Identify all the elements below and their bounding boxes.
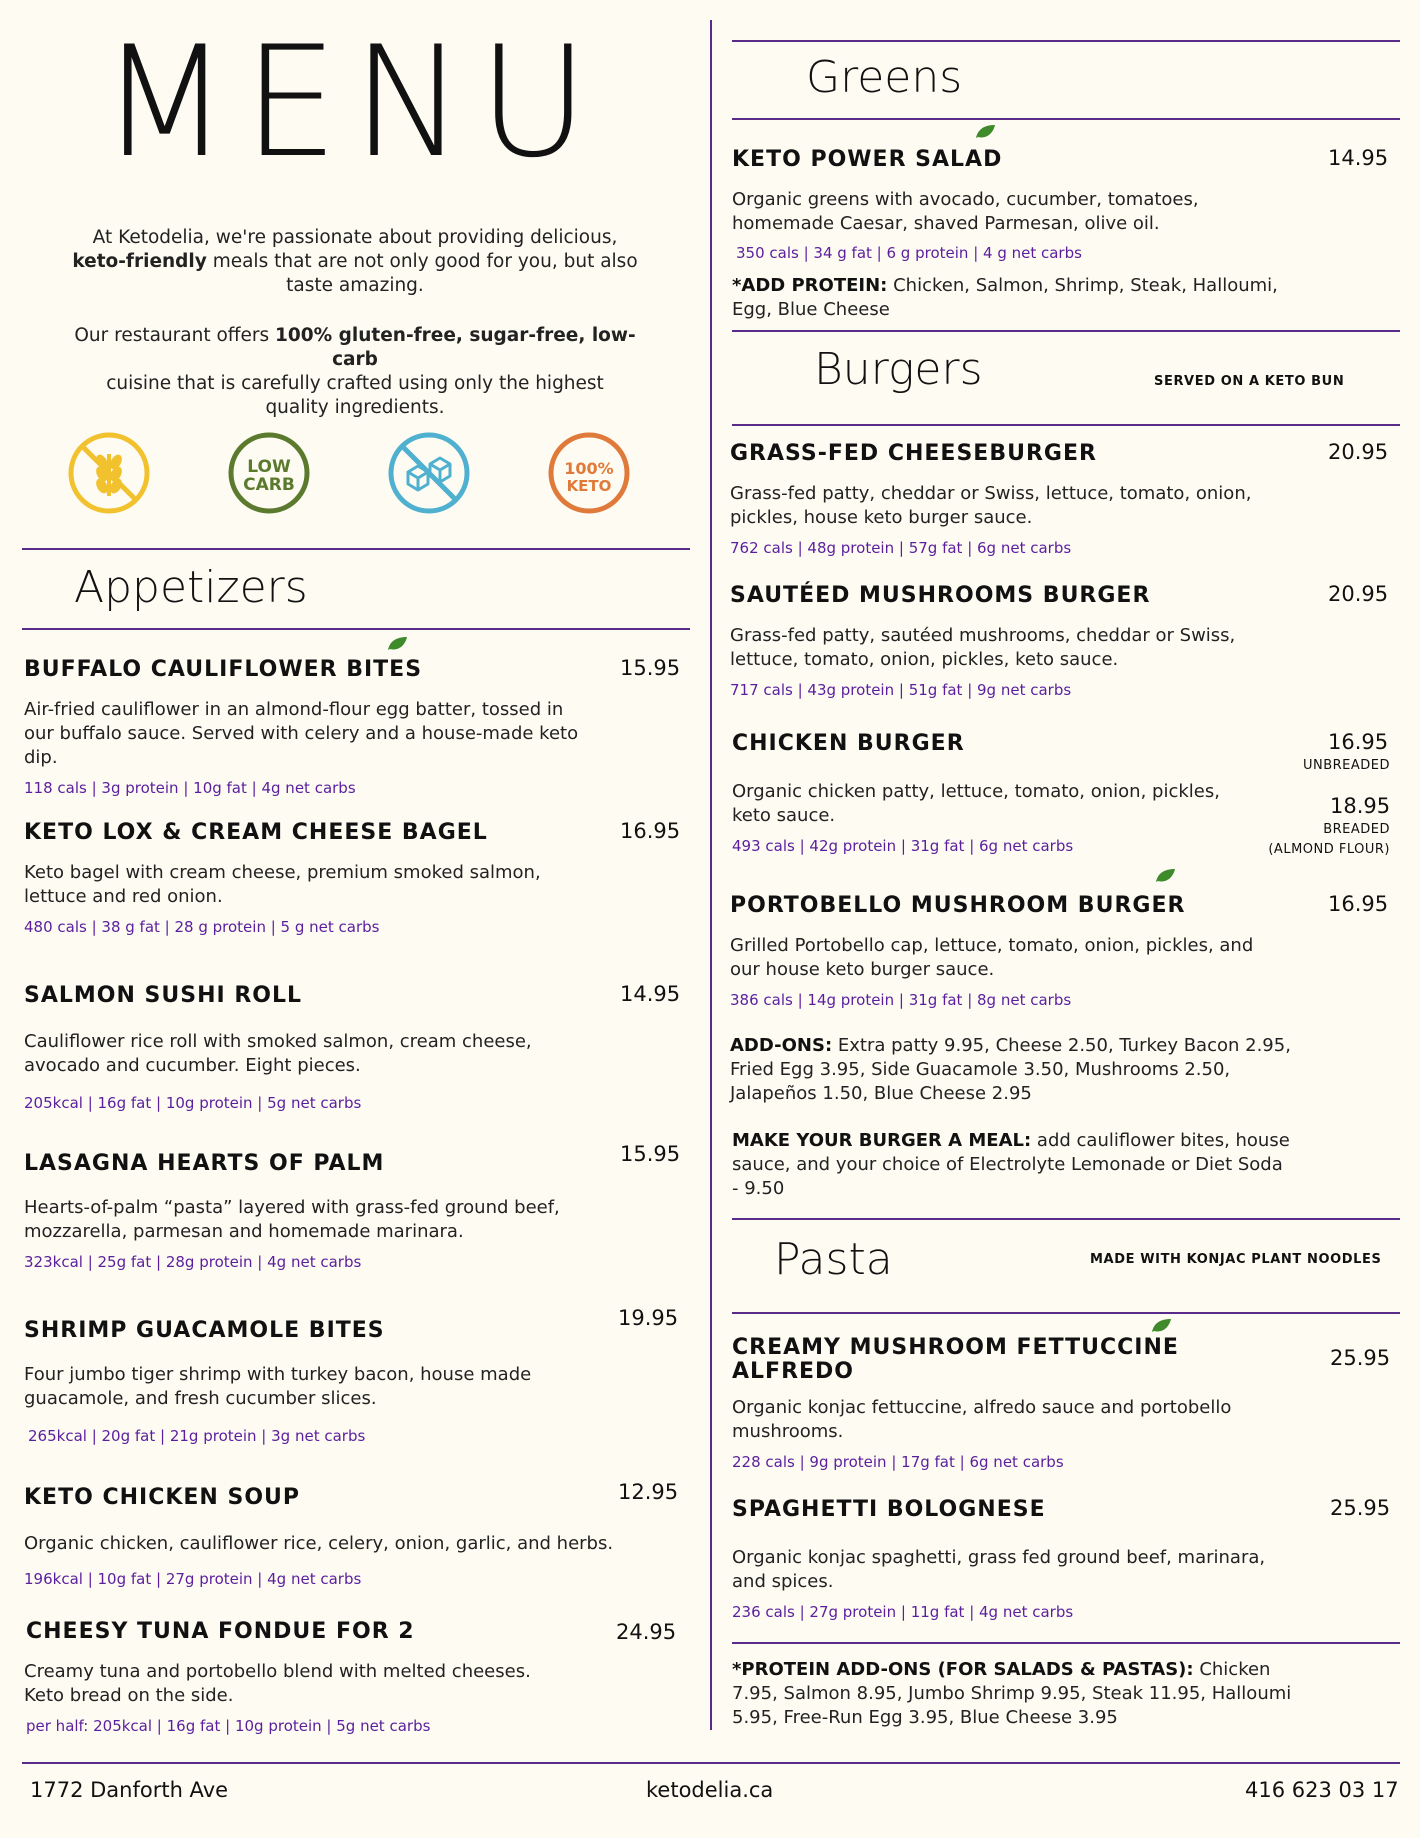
- desc-line: lettuce, tomato, onion, pickles, keto sauce.: [730, 649, 1119, 670]
- leaf-icon: [386, 636, 408, 652]
- divider: [732, 118, 1400, 120]
- item-name: SPAGHETTI BOLOGNESE: [732, 1497, 1046, 1522]
- item-price: 15.95: [620, 656, 681, 680]
- item-description: [24, 1196, 560, 1244]
- item-description: [24, 1532, 613, 1556]
- sugar-free-badge: [386, 430, 472, 516]
- section-title-burgers: Burgers: [814, 344, 983, 395]
- price-note-line: BREADED: [1323, 822, 1390, 837]
- divider: [732, 1218, 1400, 1220]
- desc-line: Grass-fed patty, sautéed mushrooms, cheddar or Swiss,: [730, 625, 1236, 646]
- item-nutrition: 236 cals | 27g protein | 11g fat | 4g net carbs: [732, 1603, 1074, 1621]
- addon-label: *ADD PROTEIN:: [732, 275, 888, 296]
- item-description: [730, 624, 1235, 672]
- divider: [732, 1642, 1400, 1644]
- item-name: [732, 1336, 1179, 1384]
- section-note-pasta: MADE WITH KONJAC PLANT NOODLES: [1090, 1252, 1382, 1267]
- intro-line: [70, 324, 640, 372]
- keto-icon: [551, 435, 627, 511]
- desc-line: our house keto burger sauce.: [730, 959, 995, 980]
- item-nutrition: 118 cals | 3g protein | 10g fat | 4g net carbs: [24, 779, 356, 797]
- addon-line: [730, 1034, 1291, 1058]
- intro-bold: keto-friendly: [72, 251, 207, 272]
- low-carb-line-1: LOW: [247, 457, 291, 477]
- footer-website[interactable]: ketodelia.ca: [646, 1778, 774, 1802]
- addon-text: Extra patty 9.95, Cheese 2.50, Turkey Bacon 2.95,: [832, 1035, 1291, 1056]
- desc-line: Keto bagel with cream cheese, premium smoked salmon,: [24, 862, 541, 883]
- burger-add-ons: [730, 1034, 1291, 1106]
- protein-add-ons: [732, 1658, 1291, 1730]
- addon-text: Chicken, Salmon, Shrimp, Steak, Halloumi,: [887, 275, 1278, 296]
- item-name: KETO CHICKEN SOUP: [24, 1485, 301, 1510]
- item-nutrition: 350 cals | 34 g fat | 6 g protein | 4 g net carbs: [736, 244, 1082, 262]
- addon-text: Chicken: [1193, 1659, 1271, 1680]
- addon-line: [732, 1658, 1291, 1682]
- intro-line: At Ketodelia, we're passionate about providing delicious,: [92, 227, 618, 248]
- item-name: CHEESY TUNA FONDUE FOR 2: [26, 1619, 415, 1644]
- addon-line: [732, 274, 1278, 298]
- desc-line: guacamole, and fresh cucumber slices.: [24, 1388, 377, 1409]
- desc-line: mushrooms.: [732, 1421, 844, 1442]
- gluten-free-badge: [66, 430, 152, 516]
- item-nutrition: 228 cals | 9g protein | 17g fat | 6g net carbs: [732, 1453, 1064, 1471]
- intro-paragraph-1: [70, 226, 640, 298]
- item-price: 20.95: [1328, 582, 1389, 606]
- addon-label: *PROTEIN ADD-ONS (FOR SALADS & PASTAS):: [732, 1659, 1194, 1680]
- item-description: [24, 698, 578, 770]
- item-price: 16.95: [1328, 892, 1389, 916]
- item-description: [732, 780, 1220, 828]
- intro-line: cuisine that is carefully crafted using only the highest: [106, 373, 604, 394]
- item-nutrition: 493 cals | 42g protein | 31g fat | 6g net carbs: [732, 837, 1074, 855]
- item-name: CHICKEN BURGER: [732, 731, 965, 756]
- intro-text: Our restaurant offers: [74, 325, 276, 346]
- desc-line: Organic chicken patty, lettuce, tomato, onion, pickles,: [732, 781, 1220, 802]
- item-price: 15.95: [620, 1142, 681, 1166]
- item-price: 24.95: [616, 1620, 677, 1644]
- addon-line: 7.95, Salmon 8.95, Jumbo Shrimp 9.95, Steak 11.95, Halloumi: [732, 1683, 1292, 1704]
- leaf-icon: [1154, 868, 1176, 884]
- footer-divider: [22, 1762, 1400, 1764]
- desc-line: dip.: [24, 747, 58, 768]
- item-nutrition: 386 cals | 14g protein | 31g fat | 8g net carbs: [730, 991, 1072, 1009]
- desc-line: Air-fried cauliflower in an almond-flour egg batter, tossed in: [24, 699, 564, 720]
- desc-line: and spices.: [732, 1571, 834, 1592]
- item-price: 14.95: [1328, 146, 1389, 170]
- keto-line-1: 100%: [564, 459, 614, 478]
- low-carb-icon: [231, 435, 307, 511]
- item-nutrition: 762 cals | 48g protein | 57g fat | 6g net carbs: [730, 539, 1072, 557]
- no-wheat-icon: [71, 435, 147, 511]
- divider: [732, 330, 1400, 332]
- item-description: [24, 1660, 531, 1708]
- addon-text: add cauliflower bites, house: [1031, 1130, 1290, 1151]
- desc-line: homemade Caesar, shaved Parmesan, olive oil.: [732, 213, 1160, 234]
- divider: [22, 628, 690, 630]
- price-note-breaded: [1240, 820, 1390, 860]
- item-description: [24, 1363, 531, 1411]
- leaf-icon: [974, 124, 996, 140]
- item-price: 25.95: [1330, 1496, 1391, 1520]
- item-price: 20.95: [1328, 440, 1389, 464]
- desc-line: Cauliflower rice roll with smoked salmon, cream cheese,: [24, 1031, 532, 1052]
- item-price: 14.95: [620, 982, 681, 1006]
- section-title-appetizers: Appetizers: [74, 562, 308, 613]
- addon-label: MAKE YOUR BURGER A MEAL:: [732, 1130, 1032, 1151]
- item-name: PORTOBELLO MUSHROOM BURGER: [730, 893, 1186, 918]
- intro-line: [70, 250, 640, 274]
- leaf-icon: [1150, 1318, 1172, 1334]
- addon-line: [732, 1129, 1290, 1153]
- item-price: 16.95: [620, 819, 681, 843]
- desc-line: Organic konjac fettuccine, alfredo sauce and portobello: [732, 1397, 1232, 1418]
- item-description: [732, 188, 1199, 236]
- item-description: [24, 1030, 532, 1078]
- desc-line: pickles, house keto burger sauce.: [730, 507, 1033, 528]
- item-price: 19.95: [618, 1306, 679, 1330]
- item-name: BUFFALO CAULIFLOWER BITES: [24, 657, 423, 682]
- item-price: 25.95: [1330, 1346, 1391, 1370]
- desc-line: keto sauce.: [732, 805, 836, 826]
- desc-line: Keto bread on the side.: [24, 1685, 234, 1706]
- desc-line: Hearts-of-palm “pasta” layered with grass-fed ground beef,: [24, 1197, 560, 1218]
- item-nutrition: 265kcal | 20g fat | 21g protein | 3g net carbs: [28, 1427, 366, 1445]
- add-protein-note: [732, 274, 1278, 322]
- desc-line: Creamy tuna and portobello blend with melted cheeses.: [24, 1661, 531, 1682]
- addon-line: Jalapeños 1.50, Blue Cheese 2.95: [730, 1083, 1032, 1104]
- column-divider: [710, 20, 712, 1730]
- item-price: 16.95: [1328, 730, 1389, 754]
- intro-text: meals that are not only good for you, but also: [206, 251, 638, 272]
- section-note-burgers: SERVED ON A KETO BUN: [1154, 374, 1345, 389]
- footer-phone[interactable]: 416 623 03 17: [1245, 1778, 1399, 1802]
- divider: [732, 1312, 1400, 1314]
- item-nutrition: 480 cals | 38 g fat | 28 g protein | 5 g net carbs: [24, 918, 380, 936]
- section-title-pasta: Pasta: [774, 1234, 893, 1285]
- intro-bold: 100% gluten-free, sugar-free, low-carb: [275, 325, 636, 370]
- desc-line: Four jumbo tiger shrimp with turkey bacon, house made: [24, 1364, 532, 1385]
- item-description: [732, 1546, 1265, 1594]
- addon-line: 5.95, Free-Run Egg 3.95, Blue Cheese 3.95: [732, 1707, 1118, 1728]
- divider: [22, 548, 690, 550]
- item-nutrition: 196kcal | 10g fat | 27g protein | 4g net carbs: [24, 1570, 362, 1588]
- item-description: [730, 934, 1253, 982]
- item-nutrition: 717 cals | 43g protein | 51g fat | 9g net carbs: [730, 681, 1072, 699]
- item-name: LASAGNA HEARTS OF PALM: [24, 1151, 385, 1176]
- low-carb-badge: [226, 430, 312, 516]
- divider: [732, 40, 1400, 42]
- addon-line: Egg, Blue Cheese: [732, 299, 890, 320]
- page-title: MENU: [100, 14, 603, 192]
- item-nutrition: per half: 205kcal | 16g fat | 10g protein | 5g net carbs: [26, 1717, 431, 1735]
- price-note-unbreaded: UNBREADED: [1302, 758, 1390, 773]
- item-name: KETO POWER SALAD: [732, 147, 1003, 172]
- item-description: [24, 861, 541, 909]
- intro-line: taste amazing.: [286, 275, 424, 296]
- desc-line: mozzarella, parmesan and homemade marinara.: [24, 1221, 464, 1242]
- keto-badge: [546, 430, 632, 516]
- section-title-greens: Greens: [806, 52, 963, 103]
- item-name-line: ALFREDO: [732, 1359, 855, 1384]
- item-name: SHRIMP GUACAMOLE BITES: [24, 1318, 385, 1343]
- item-name: SALMON SUSHI ROLL: [24, 983, 303, 1008]
- item-description: [730, 482, 1251, 530]
- item-price-breaded: 18.95: [1330, 794, 1391, 818]
- item-price: 12.95: [618, 1480, 679, 1504]
- desc-line: Grilled Portobello cap, lettuce, tomato, onion, pickles, and: [730, 935, 1254, 956]
- item-nutrition: 323kcal | 25g fat | 28g protein | 4g net carbs: [24, 1253, 362, 1271]
- desc-line: avocado and cucumber. Eight pieces.: [24, 1055, 361, 1076]
- burger-meal-offer: [732, 1129, 1290, 1201]
- item-name-line: CREAMY MUSHROOM FETTUCCINE: [732, 1335, 1179, 1360]
- desc-line: lettuce and red onion.: [24, 886, 223, 907]
- item-name: KETO LOX & CREAM CHEESE BAGEL: [24, 820, 488, 845]
- item-description: [732, 1396, 1231, 1444]
- no-sugar-icon: [391, 435, 467, 511]
- desc-line: Organic chicken, cauliflower rice, celery, onion, garlic, and herbs.: [24, 1533, 614, 1554]
- addon-line: sauce, and your choice of Electrolyte Lemonade or Diet Soda: [732, 1154, 1283, 1175]
- addon-label: ADD-ONS:: [730, 1035, 833, 1056]
- addon-line: - 9.50: [732, 1178, 785, 1199]
- intro-paragraph-2: [70, 324, 640, 420]
- desc-line: our buffalo sauce. Served with celery and a house-made keto: [24, 723, 579, 744]
- desc-line: Grass-fed patty, cheddar or Swiss, lettuce, tomato, onion,: [730, 483, 1252, 504]
- item-name: GRASS-FED CHEESEBURGER: [730, 441, 1097, 466]
- footer-address: 1772 Danforth Ave: [30, 1778, 229, 1802]
- item-name: SAUTÉED MUSHROOMS BURGER: [730, 583, 1151, 608]
- divider: [732, 424, 1400, 426]
- item-nutrition: 205kcal | 16g fat | 10g protein | 5g net carbs: [24, 1094, 362, 1112]
- desc-line: Organic konjac spaghetti, grass fed ground beef, marinara,: [732, 1547, 1266, 1568]
- keto-line-2: KETO: [566, 477, 612, 495]
- intro-line: quality ingredients.: [265, 397, 445, 418]
- desc-line: Organic greens with avocado, cucumber, tomatoes,: [732, 189, 1199, 210]
- low-carb-line-2: CARB: [243, 475, 295, 495]
- price-note-line: (ALMOND FLOUR): [1268, 842, 1390, 857]
- addon-line: Fried Egg 3.95, Side Guacamole 3.50, Mushrooms 2.50,: [730, 1059, 1231, 1080]
